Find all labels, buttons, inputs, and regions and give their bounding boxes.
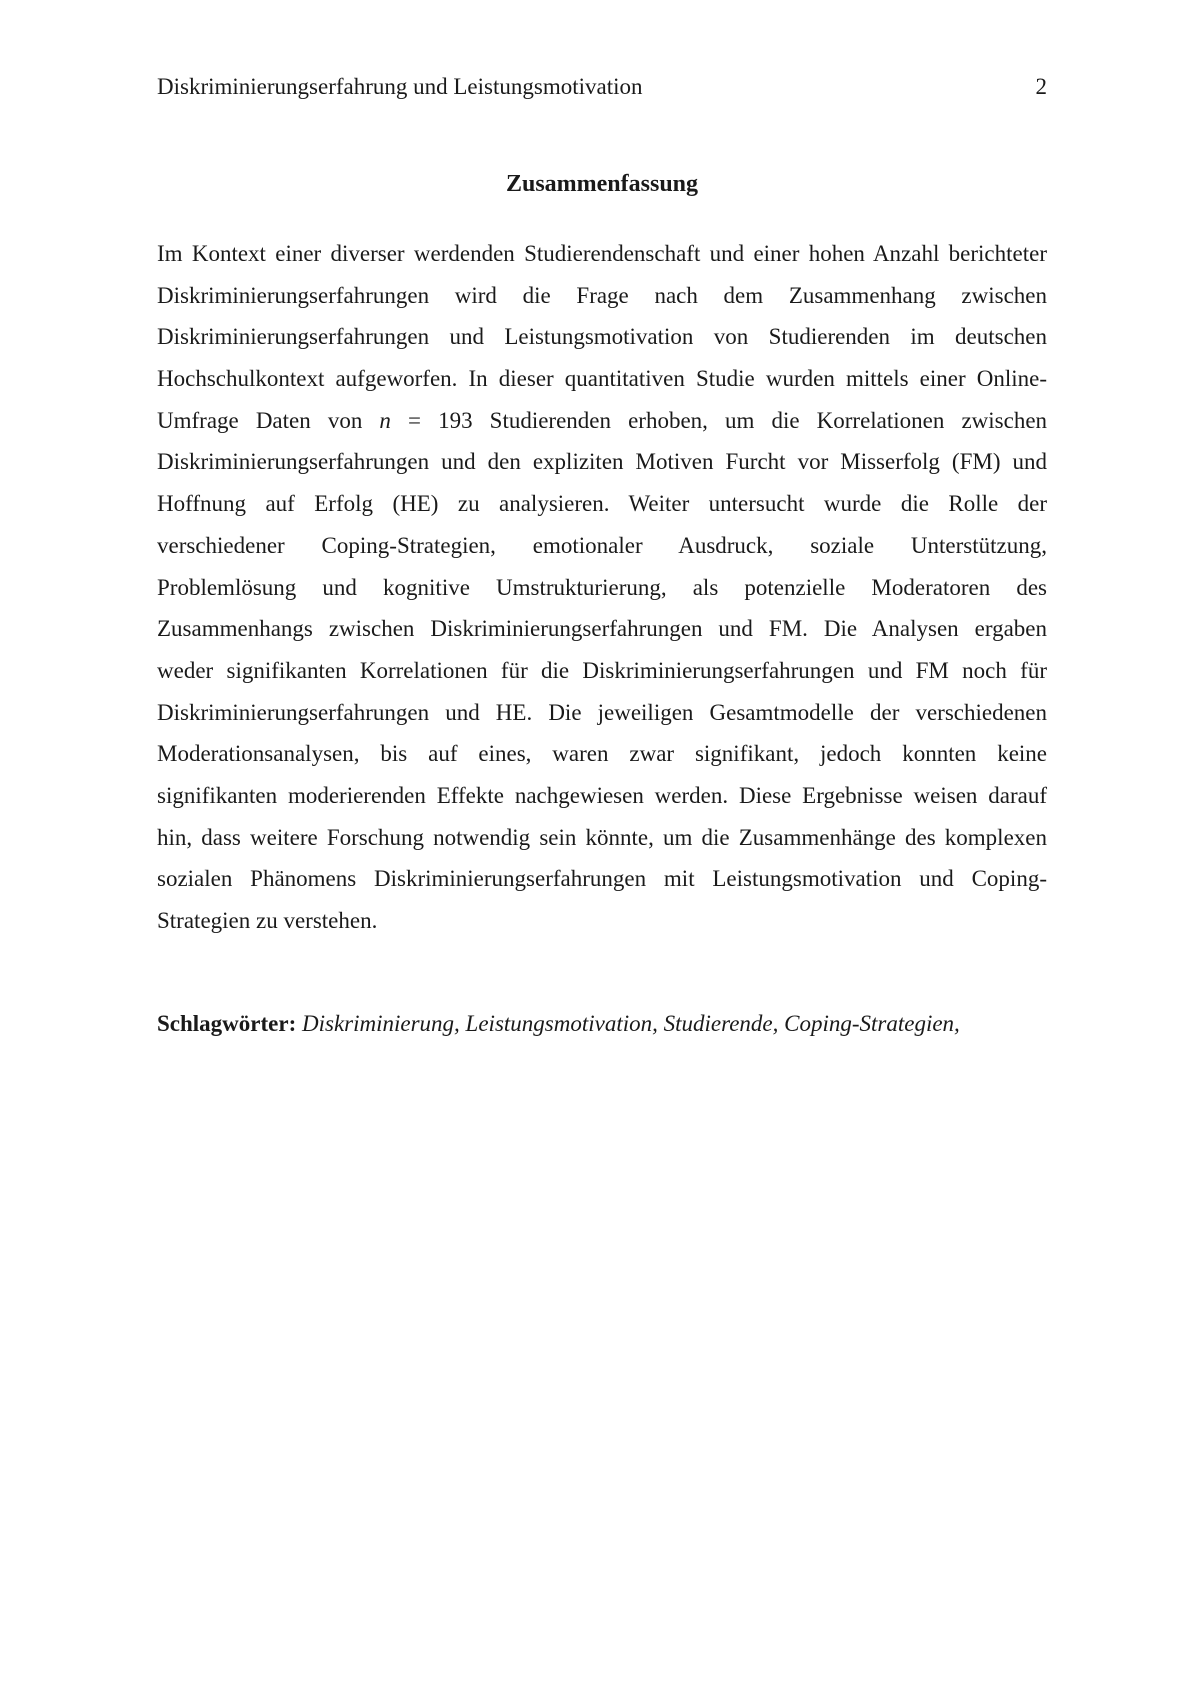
abstract-line-with-sample-size: [157, 400, 1047, 442]
abstract-line: Hoffnung auf Erfolg (HE) zu analysieren. Weiter untersucht wurde die Rolle der: [157, 491, 1047, 517]
abstract-line: Diskriminierungserfahrungen und Leistungsmotivation von Studierenden im deutschen: [157, 324, 1047, 350]
abstract-heading: Zusammenfassung: [505, 171, 699, 197]
abstract-line: verschiedener Coping-Strategien, emotionaler Ausdruck, soziale Unterstützung,: [157, 532, 1047, 558]
abstract-line: sozialen Phänomens Diskriminierungserfahrungen mit Leistungsmotivation und Coping-: [157, 866, 1047, 892]
abstract-line: Zusammenhangs zwischen Diskriminierungserfahrungen und FM. Die Analysen ergaben: [157, 616, 1047, 642]
keywords-label: Schlagwörter:: [157, 1011, 297, 1036]
abstract-line: Problemlösung und kognitive Umstrukturierung, als potenzielle Moderatoren des: [157, 574, 1047, 600]
abstract-line: Im Kontext einer diverser werdenden Studierendenschaft und einer hohen Anzahl berichteter: [157, 241, 1047, 266]
abstract-line: Diskriminierungserfahrungen und den expliziten Motiven Furcht vor Misserfolg (FM) und: [157, 449, 1047, 475]
abstract-line: Diskriminierungserfahrungen wird die Frage nach dem Zusammenhang zwischen: [157, 282, 1047, 308]
abstract-body: [157, 233, 1047, 942]
running-header: [157, 72, 1047, 102]
abstract-line: Hochschulkontext aufgeworfen. In dieser quantitativen Studie wurden mittels einer Online-: [157, 366, 1047, 392]
keywords-list: Diskriminierung, Leistungsmotivation, Studierende, Coping-Strategien,: [302, 1011, 960, 1036]
abstract-line: hin, dass weitere Forschung notwendig sein könnte, um die Zusammenhänge des komplexen: [157, 824, 1047, 850]
abstract-line-segment: Umfrage Daten von: [157, 407, 363, 433]
abstract-line: Moderationsanalysen, bis auf eines, waren zwar signifikant, jedoch konnten keine: [157, 741, 1047, 767]
page-number: 2: [1035, 74, 1047, 99]
abstract-line: weder signifikanten Korrelationen für die Diskriminierungserfahrungen und FM noch für: [157, 657, 1047, 683]
abstract-line-segment: = 193 Studierenden erhoben, um die Korrelationen zwischen: [408, 407, 1048, 433]
sample-size-variable: n: [379, 407, 391, 433]
abstract-line: signifikanten moderierenden Effekte nachgewiesen werden. Diese Ergebnisse weisen darauf: [157, 782, 1047, 808]
abstract-line: Strategien zu verstehen.: [157, 908, 378, 933]
abstract-line: Diskriminierungserfahrungen und HE. Die jeweiligen Gesamtmodelle der verschiedenen: [157, 699, 1047, 725]
running-title: Diskriminierungserfahrung und Leistungsmotivation: [157, 74, 643, 99]
keywords: [157, 1008, 1047, 1040]
